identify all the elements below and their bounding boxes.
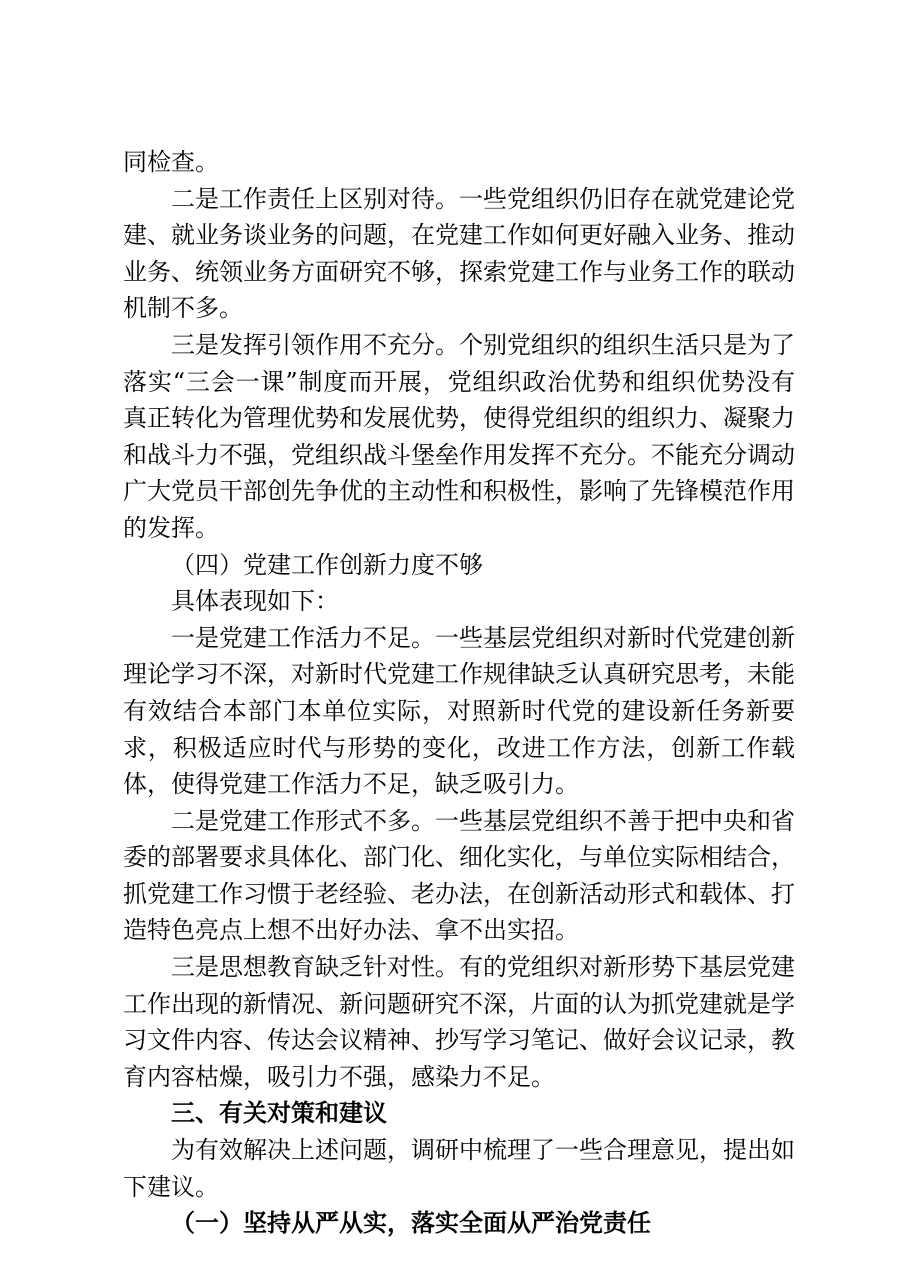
section-heading-strict-governance: （一）坚持从严从实，落实全面从严治党责任 <box>171 1208 651 1238</box>
paragraph-suggestions-intro: 为有效解决上述问题，调研中梳理了一些合理意见，提出如下建议。 <box>123 1136 795 1201</box>
paragraph-leading-role: 三是发挥引领作用不充分。个别党组织的组织生活只是为了落实“三会一课”制度而开展，党组织政治优势和组织优势没有真正转化为管理优势和发展优势，使得党组织的组织力、凝聚力和战斗力不强，党组织战斗堡垒作用发挥不充分。不能充分调动广大党员干部创先争优的主动性和积极性，影响了先锋模范作用的发挥。 <box>123 330 795 542</box>
paragraph-education-targeting: 三是思想教育缺乏针对性。有的党组织对新形势下基层党建工作出现的新情况、新问题研究不深，片面的认为抓党建就是学习文件内容、传达会议精神、抄写学习笔记、做好会议记录，教育内容枯燥，吸引力不强，感染力不足。 <box>123 953 795 1091</box>
document-body <box>123 144 795 1242</box>
paragraph-specific-performance: 具体表现如下： <box>171 587 339 616</box>
chapter-heading-countermeasures: 三、有关对策和建议 <box>171 1099 387 1128</box>
paragraph-continuation: 同检查。 <box>123 148 219 176</box>
paragraph-work-responsibility: 二是工作责任上区别对待。一些党组织仍旧存在就党建论党建、就业务谈业务的问题，在党建工作如何更好融入业务、推动业务、统领业务方面研究不够，探索党建工作与业务工作的联动机制不多。 <box>123 184 795 323</box>
paragraph-few-forms: 二是党建工作形式不多。一些基层党组织不善于把中央和省委的部署要求具体化、部门化、细化实化，与单位实际相结合，抓党建工作习惯于老经验、老办法，在创新活动形式和载体、打造特色亮点上想不出好办法、拿不出实招。 <box>123 806 795 945</box>
paragraph-lack-of-vitality: 一是党建工作活力不足。一些基层党组织对新时代党建创新理论学习不深，对新时代党建工作规律缺乏认真研究思考，未能有效结合本部门本单位实际，对照新时代党的建设新任务新要求，积极适应时代与形势的变化，改进工作方法，创新工作载体，使得党建工作活力不足，缺乏吸引力。 <box>123 623 795 799</box>
section-heading-innovation: （四）党建工作创新力度不够 <box>171 550 483 579</box>
